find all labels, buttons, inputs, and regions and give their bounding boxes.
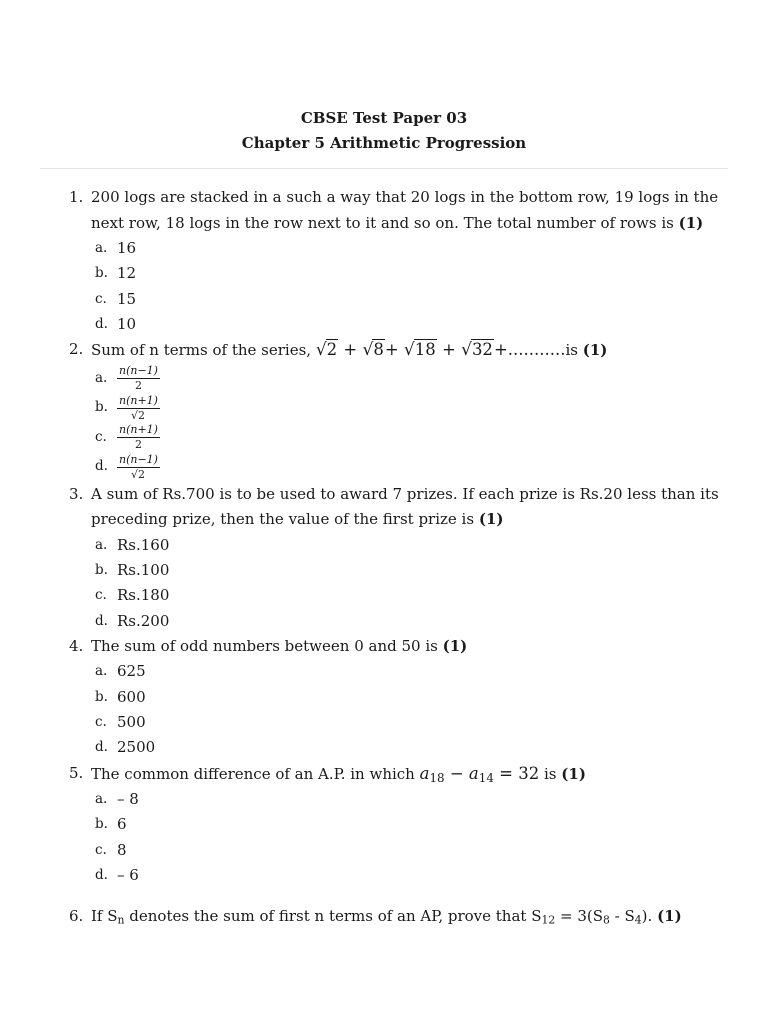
question-text-block: [91, 634, 728, 660]
question-number: 6.: [69, 907, 84, 926]
question-text: A sum of Rs.700 is to be used to award 7 prizes. If each prize is Rs.20 less than its preceding prize, then the value of the first prize is: [91, 484, 719, 529]
fraction-numerator: n(n+1): [119, 393, 158, 407]
option-letter: b.: [95, 688, 108, 705]
option-letter: c.: [95, 841, 107, 858]
marks-label: (1): [561, 764, 586, 783]
option-a: [91, 533, 728, 558]
option-text: Rs.200: [117, 611, 170, 630]
equation: $a_{18} - a_{14} = 32$: [419, 763, 540, 785]
option-letter: a.: [95, 536, 108, 553]
question-text-end: is: [565, 341, 578, 360]
fraction: [117, 454, 160, 481]
option-text: 625: [117, 662, 146, 681]
fraction-numerator: n(n−1): [119, 452, 158, 466]
option-letter: d.: [95, 458, 108, 475]
option-letter: c.: [95, 290, 107, 307]
option-letter: a.: [95, 663, 108, 680]
question-number: 5.: [69, 763, 84, 782]
fraction-denominator: 2: [134, 438, 142, 452]
option-letter: c.: [95, 587, 107, 604]
fraction: [117, 395, 160, 422]
header-divider: [40, 168, 728, 169]
option-letter: c.: [95, 713, 107, 730]
option-b: [91, 685, 728, 710]
marks-label: (1): [657, 907, 682, 926]
option-b: [91, 558, 728, 583]
question-text-block: [91, 337, 728, 364]
question-text-block: [91, 761, 728, 788]
option-letter: b.: [95, 399, 108, 416]
question-text: Sum of n terms of the series,: [91, 341, 312, 360]
option-c: [91, 423, 728, 453]
option-letter: d.: [95, 866, 108, 883]
marks-label: (1): [442, 636, 468, 655]
option-list: [91, 787, 728, 888]
spacer: [0, 888, 768, 904]
option-letter: b.: [95, 561, 108, 578]
option-letter: d.: [95, 315, 108, 332]
option-text: Rs.100: [117, 560, 170, 579]
option-text: 8: [117, 840, 127, 859]
fraction-denominator: √2: [130, 408, 145, 422]
option-d: [91, 452, 728, 482]
option-d: [91, 863, 728, 888]
paper-header: [0, 106, 768, 156]
question-text-block: [91, 185, 728, 236]
fraction-denominator: √2: [130, 467, 145, 481]
marks-label: (1): [678, 213, 704, 232]
option-d: [91, 609, 728, 634]
option-letter: d.: [95, 739, 108, 756]
chapter-title: Chapter 5 Arithmetic Progression: [241, 134, 527, 152]
fraction-numerator: n(n−1): [119, 364, 158, 378]
question-3: [0, 482, 768, 634]
option-text: 16: [117, 239, 137, 257]
question-text: 200 logs are stacked in a such a way that 20 logs in the bottom row, 19 logs in the next row, 18 logs in the row next to it and so on. The total number of rows is: [91, 188, 719, 232]
question-list: [0, 185, 768, 930]
fraction: [117, 365, 160, 392]
sqrt-term: √32: [461, 340, 493, 361]
option-letter: a.: [95, 791, 108, 808]
option-d: [91, 735, 728, 760]
fraction-numerator: n(n+1): [119, 423, 158, 437]
question-text: The sum of odd numbers between 0 and 50 is: [91, 636, 438, 655]
option-text: – 6: [117, 865, 139, 884]
sqrt-term: √18: [403, 340, 436, 361]
option-b: [91, 261, 728, 286]
option-text: – 8: [117, 790, 139, 809]
option-text: 6: [117, 815, 127, 834]
question-1: [0, 185, 768, 337]
option-text: Rs.160: [117, 535, 170, 554]
question-number: 1.: [69, 188, 84, 206]
paper-title: CBSE Test Paper 03: [300, 109, 468, 127]
option-text: 15: [117, 289, 137, 308]
option-letter: a.: [95, 240, 108, 256]
option-b: [91, 393, 728, 423]
option-letter: c.: [95, 428, 107, 445]
option-list: [91, 659, 728, 760]
question-6: [0, 904, 768, 930]
option-b: [91, 812, 728, 837]
option-a: [91, 364, 728, 394]
option-letter: d.: [95, 612, 108, 629]
question-5: [0, 761, 768, 889]
option-text: 2500: [117, 738, 156, 757]
marks-label: (1): [582, 341, 608, 360]
sqrt-term: √8: [362, 340, 384, 361]
option-a: [91, 659, 728, 684]
option-a: [91, 236, 728, 261]
option-c: [91, 287, 728, 312]
question-4: [0, 634, 768, 761]
fraction-denominator: 2: [134, 379, 142, 393]
sqrt-term: √2: [315, 340, 338, 361]
question-number: 4.: [69, 636, 84, 655]
option-d: [91, 312, 728, 337]
option-list: [91, 364, 728, 482]
option-c: [91, 838, 728, 863]
option-c: [91, 583, 728, 608]
option-text: 12: [117, 264, 137, 283]
option-a: [91, 787, 728, 812]
question-text-block: If $S_n$ denotes the sum of first n terms of an AP, prove that $S_{12} = 3(S_8 - S_4)$. (1): [91, 907, 682, 927]
option-text: Rs.180: [117, 586, 170, 605]
question-text: The common difference of an A.P. in which: [91, 764, 415, 783]
option-text: 600: [117, 687, 146, 706]
option-letter: b.: [95, 265, 108, 282]
question-number: 2.: [69, 340, 84, 359]
question-text-block: [91, 482, 728, 533]
question-text-end: is: [544, 764, 557, 783]
series-expression: √2 + √8+ √18 + √32+...........: [316, 340, 566, 359]
fraction: [117, 424, 160, 451]
option-letter: b.: [95, 816, 108, 833]
option-c: [91, 710, 728, 735]
option-list: [91, 236, 728, 337]
question-number: 3.: [69, 484, 84, 503]
question-2: [0, 337, 768, 482]
option-list: [91, 533, 728, 634]
option-text: 500: [117, 712, 146, 731]
option-letter: a.: [95, 369, 108, 386]
marks-label: (1): [478, 510, 504, 529]
option-text: 10: [117, 314, 137, 333]
